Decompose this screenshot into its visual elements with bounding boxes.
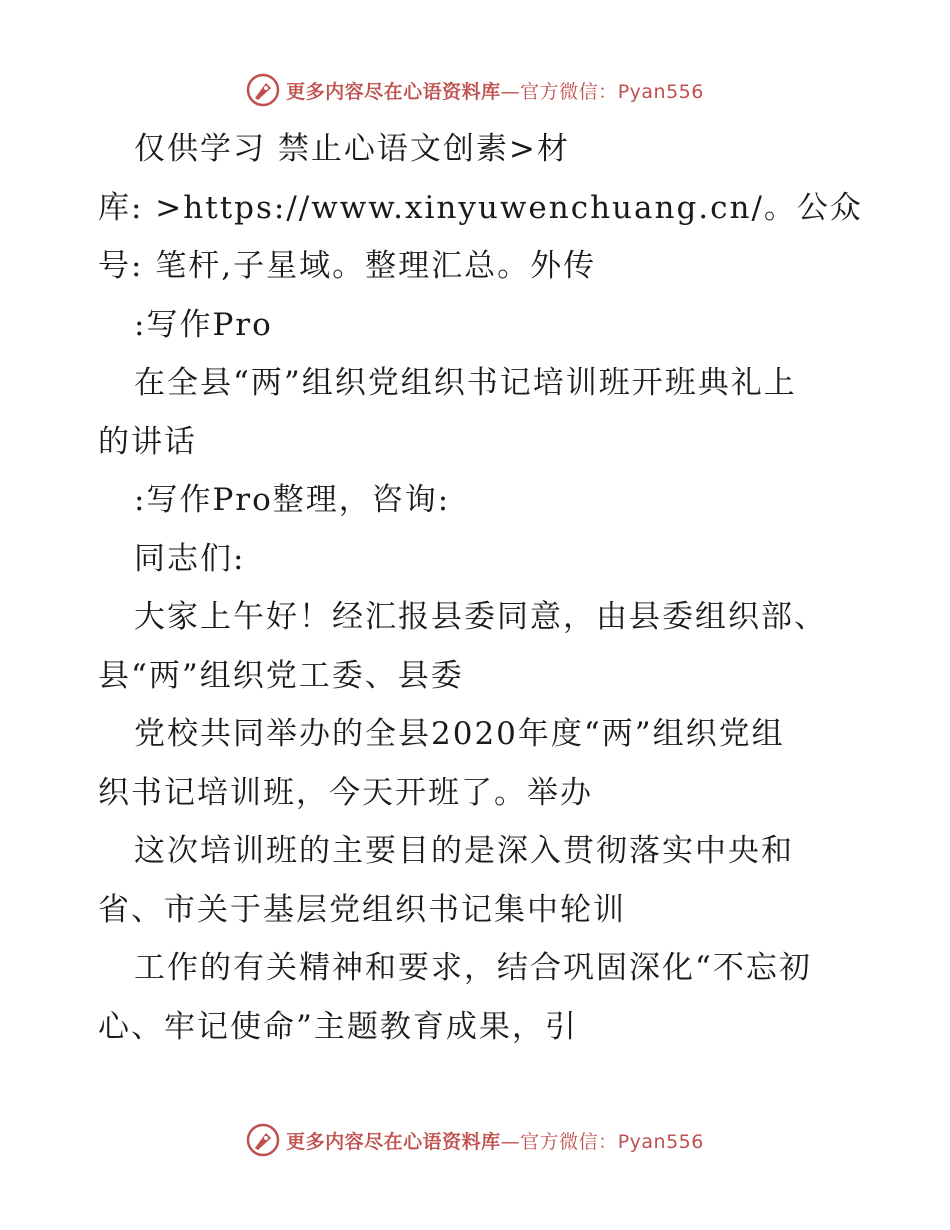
doc-paragraph-line: 县“两”组织党工委、县委 <box>98 657 464 694</box>
doc-paragraph-line: 大家上午好！经汇报县委同意，由县委组织部、 <box>134 599 827 635</box>
doc-title-line: 在全县“两”组织党组织书记培训班开班典礼上 <box>134 365 797 401</box>
pen-nib-logo-icon <box>246 73 280 107</box>
doc-greeting: 同志们: <box>134 540 246 577</box>
banner-dash: — <box>500 1130 521 1153</box>
doc-line: 库: >https://www.xinyuwenchuang.cn/。公众 <box>98 189 863 226</box>
doc-line: 仅供学习 禁止心语文创素>材 <box>134 131 570 167</box>
pen-nib-logo-icon <box>246 1123 280 1157</box>
banner-wechat-id: Pyan556 <box>617 80 704 103</box>
doc-paragraph-line: 这次培训班的主要目的是深入贯彻落实中央和 <box>134 833 794 869</box>
doc-line: 号: 笔杆,子星域。整理汇总。外传 <box>98 248 597 284</box>
doc-paragraph-line: 省、市关于基层党组织书记集中轮训 <box>98 891 626 928</box>
banner-wechat-id: Pyan556 <box>617 1130 704 1153</box>
doc-paragraph-line: 织书记培训班，今天开班了。举办 <box>98 774 593 811</box>
banner-main-text: 更多内容尽在心语资料库 <box>286 80 501 103</box>
banner-text <box>286 77 704 104</box>
doc-line: :写作Pro <box>134 306 273 343</box>
banner-main-text: 更多内容尽在心语资料库 <box>286 1130 501 1153</box>
doc-paragraph-line: 工作的有关精神和要求，结合巩固深化“不忘初 <box>134 950 812 986</box>
header-watermark-banner <box>0 70 950 110</box>
doc-title-line: 的讲话 <box>98 423 197 460</box>
doc-paragraph-line: 心、牢记使命”主题教育成果，引 <box>98 1008 578 1045</box>
banner-contact-label: 官方微信： <box>520 1130 618 1153</box>
doc-paragraph-line: 党校共同举办的全县2020年度“两”组织党组 <box>134 716 785 752</box>
banner-dash: — <box>500 80 521 103</box>
banner-text <box>286 1127 704 1154</box>
document-body <box>98 120 863 1056</box>
doc-line: :写作Pro整理，咨询: <box>134 482 451 518</box>
footer-watermark-banner <box>0 1120 950 1160</box>
banner-contact-label: 官方微信： <box>520 80 618 103</box>
